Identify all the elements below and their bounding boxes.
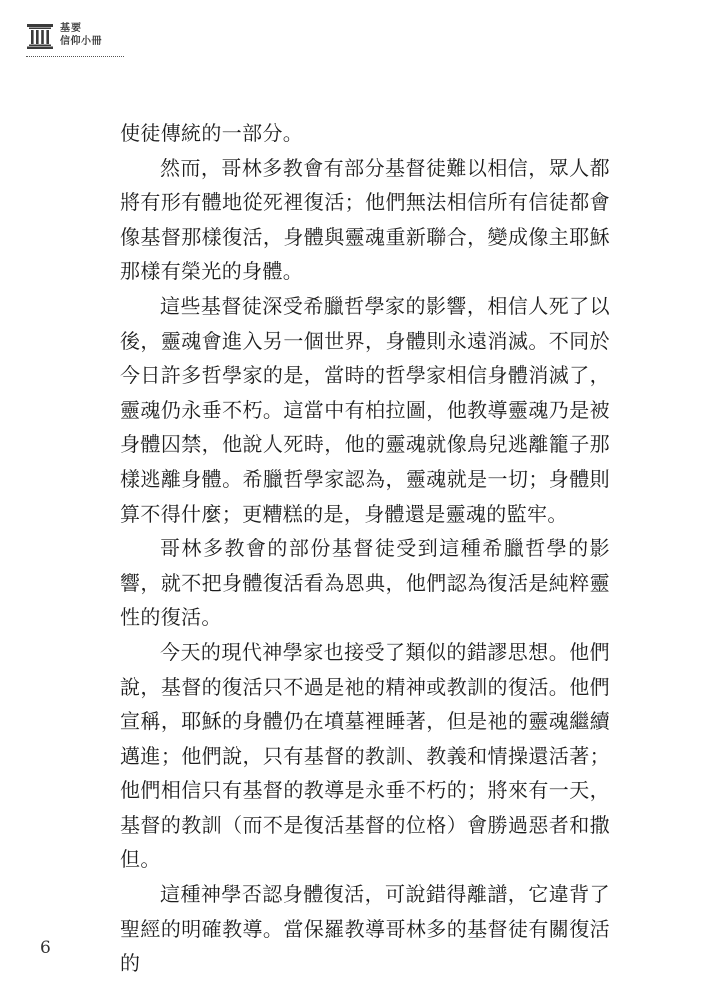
header-dotted-rule [26, 56, 124, 57]
page-number: 6 [40, 938, 51, 958]
series-title-line2: 信仰小冊 [60, 36, 102, 47]
pillar-column-icon [26, 22, 54, 50]
paragraph: 哥林多教會的部份基督徒受到這種希臘哲學的影響，就不把身體復活看為恩典，他們認為復活是純粹靈性的復活。 [120, 536, 610, 630]
body-text [120, 116, 610, 981]
running-header [26, 20, 126, 60]
series-title-line1: 基要 [60, 23, 82, 34]
paragraph: 今天的現代神學家也接受了類似的錯謬思想。他們說，基督的復活只不過是祂的精神或教訓的復活。他們宣稱，耶穌的身體仍在墳墓裡睡著，但是祂的靈魂繼續邁進；他們說，只有基督的教訓、教義和情操還活著；他們相信只有基督的教導是永垂不朽的；將來有一天，基督的教訓（而不是復活基督的位格）會勝過惡者和撒但。 [120, 639, 610, 872]
paragraph: 然而，哥林多教會有部分基督徒難以相信，眾人都將有形有體地從死裡復活；他們無法相信所有信徒都會像基督那樣復活，身體與靈魂重新聯合，變成像主耶穌那樣有榮光的身體。 [120, 155, 610, 284]
paragraph: 這些基督徒深受希臘哲學家的影響，相信人死了以後，靈魂會進入另一個世界，身體則永遠消滅。不同於今日許多哲學家的是，當時的哲學家相信身體消滅了，靈魂仍永垂不朽。這當中有柏拉圖，他教導靈魂乃是被身體囚禁，他說人死時，他的靈魂就像鳥兒逃離籠子那樣逃離身體。希臘哲學家認為，靈魂就是一切；身體則算不得什麼；更糟糕的是，身體還是靈魂的監牢。 [120, 293, 610, 526]
paragraph: 使徒傳統的一部分。 [120, 121, 304, 145]
series-title [60, 22, 102, 48]
paragraph: 這種神學否認身體復活，可說錯得離譜，它違背了聖經的明確教導。當保羅教導哥林多的基督徒有關復活的 [120, 882, 610, 976]
